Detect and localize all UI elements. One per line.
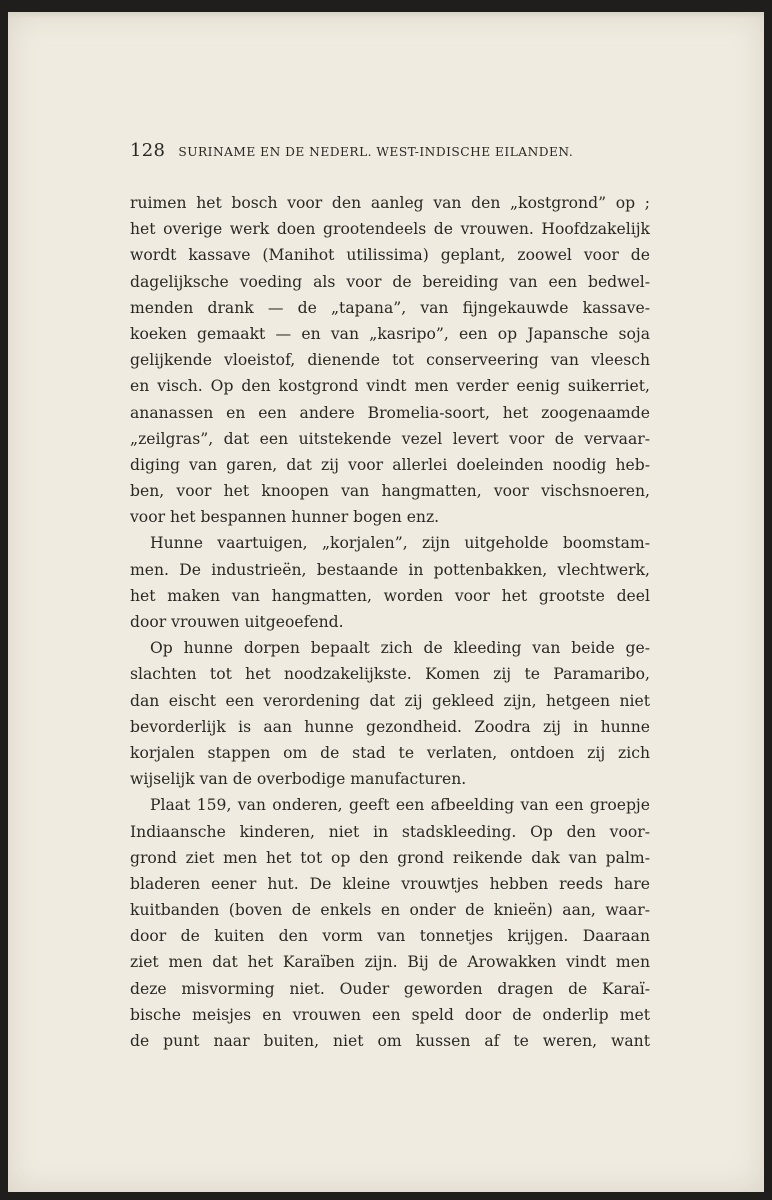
text-line: korjalen stappen om de stad te verlaten, ontdoen zij zich: [130, 743, 650, 762]
text-line: bische meisjes en vrouwen een speld door de onderlip met: [130, 1005, 650, 1024]
text-line: het maken van hangmatten, worden voor het grootste deel: [130, 586, 650, 605]
running-title: SURINAME EN DE NEDERL. WEST-INDISCHE EILANDEN.: [178, 145, 574, 159]
text-line: wijselijk van de overbodige manufacturen.: [130, 770, 467, 789]
text-line: slachten tot het noodzakelijkste. Komen zij te Paramaribo,: [130, 665, 650, 684]
text-line: „zeilgras”, dat een uitstekende vezel levert voor de vervaar-: [130, 429, 650, 448]
text-line: Hunne vaartuigen, „korjalen”, zijn uitgeholde boomstam-: [150, 534, 650, 553]
page-number: 128: [130, 140, 166, 161]
page-header: [130, 140, 620, 161]
text-line: door de kuiten den vorm van tonnetjes krijgen. Daaraan: [130, 927, 650, 946]
text-line: ziet men dat het Karaïben zijn. Bij de Arowakken vindt men: [130, 953, 650, 972]
text-line: men. De industrieën, bestaande in pottenbakken, vlechtwerk,: [130, 560, 650, 579]
text-line: deze misvorming niet. Ouder geworden dragen de Karaï-: [130, 979, 650, 998]
text-line: door vrouwen uitgeoefend.: [130, 613, 344, 631]
text-line: bladeren eener hut. De kleine vrouwtjes hebben reeds hare: [130, 874, 650, 893]
text-line: dan eischt een verordening dat zij gekleed zijn, hetgeen niet: [130, 691, 650, 710]
text-line: ben, voor het knoopen van hangmatten, voor vischsnoeren,: [130, 482, 650, 501]
text-line: grond ziet men het tot op den grond reikende dak van palm-: [130, 848, 650, 867]
text-line: gelijkende vloeistof, dienende tot conserveering van vleesch: [130, 351, 650, 370]
text-line: en visch. Op den kostgrond vindt men verder eenig suikerriet,: [130, 377, 650, 396]
text-line: Indiaansche kinderen, niet in stadskleeding. Op den voor-: [130, 822, 650, 841]
body-text: [130, 190, 650, 1054]
text-line: Op hunne dorpen bepaalt zich de kleeding van beide ge-: [150, 639, 650, 658]
text-line: de punt naar buiten, niet om kussen af te weren, want: [130, 1032, 650, 1050]
text-line: voor het bespannen hunner bogen enz.: [130, 508, 440, 527]
text-line: dagelijksche voeding als voor de bereiding van een bedwel-: [130, 272, 650, 291]
text-line: het overige werk doen grootendeels de vrouwen. Hoofdzakelijk: [130, 220, 650, 239]
text-line: wordt kassave (Manihot utilissima) geplant, zoowel voor de: [130, 246, 650, 265]
book-page: [8, 12, 764, 1192]
text-line: bevorderlijk is aan hunne gezondheid. Zoodra zij in hunne: [130, 717, 650, 736]
text-line: kuitbanden (boven de enkels en onder de knieën) aan, waar-: [130, 901, 650, 920]
text-line: koeken gemaakt — en van „kasripo”, een op Japansche soja: [130, 324, 650, 343]
text-line: ananassen en een andere Bromelia-soort, het zoogenaamde: [130, 403, 650, 422]
text-line: diging van garen, dat zij voor allerlei doeleinden noodig heb-: [130, 455, 650, 474]
text-line: menden drank — de „tapana”, van fijngekauwde kassave-: [130, 298, 650, 317]
text-line: ruimen het bosch voor den aanleg van den „kostgrond” op ;: [130, 194, 650, 212]
text-line: Plaat 159, van onderen, geeft een afbeelding van een groepje: [150, 796, 650, 815]
